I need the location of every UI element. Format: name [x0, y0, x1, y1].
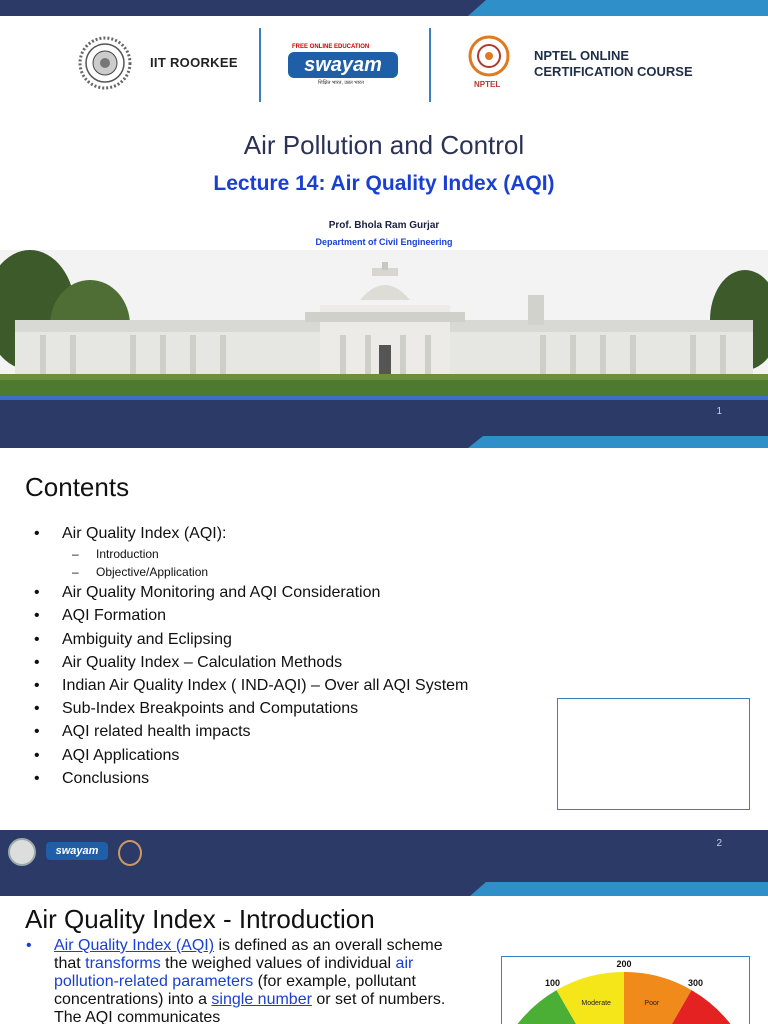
swayam-wordmark: swayam — [288, 52, 398, 78]
contents-item-label: Introduction — [96, 547, 159, 562]
nptel-course-label — [534, 48, 693, 80]
nptel-mini-icon — [118, 840, 142, 866]
gauge-tick-label: 200 — [616, 959, 632, 969]
swayam-logo — [288, 40, 400, 86]
contents-item — [34, 628, 468, 651]
bullet: • — [34, 525, 40, 542]
text-run: (for example, pollutant concentrations) into a — [54, 973, 416, 1008]
gauge-band-label: Poor — [644, 1000, 660, 1008]
contents-subitem — [34, 545, 468, 563]
iit-roorkee-seal-icon — [78, 36, 132, 90]
contents-subitem — [34, 563, 468, 581]
contents-item-label: Sub-Index Breakpoints and Computations — [62, 700, 359, 718]
term-aqi: Air Quality Index (AQI) — [54, 937, 215, 954]
bullet: • — [34, 769, 40, 787]
contents-list — [34, 522, 468, 790]
term-parameters: air pollution-related parameters — [54, 955, 414, 990]
bullet: • — [34, 746, 40, 764]
contents-item — [34, 674, 468, 697]
logo-row — [0, 22, 768, 108]
swayam-motto: शिक्षित भारत, उन्नत भारत — [318, 80, 364, 86]
iit-main-building-image — [0, 250, 768, 396]
contents-item-label: Air Quality Index (AQI): — [62, 525, 227, 542]
bullet: • — [34, 723, 40, 741]
department-name: Department of Civil Engineering — [315, 237, 453, 247]
logo-divider — [429, 28, 431, 102]
contents-item-label: Conclusions — [62, 769, 150, 787]
bullet: • — [34, 607, 40, 625]
text-run: the weighed values of individual — [160, 955, 396, 972]
contents-item-label: Indian Air Quality Index ( IND-AQI) – Over all AQI System — [62, 677, 469, 695]
contents-item-label: AQI related health impacts — [62, 723, 251, 741]
bullet: • — [34, 677, 40, 695]
contents-item — [34, 651, 468, 674]
bullet: • — [34, 700, 40, 718]
nptel-logo — [464, 34, 514, 92]
slide-title: Contents — [25, 472, 130, 502]
gauge-tick-label: 100 — [544, 978, 561, 989]
introduction-slide — [0, 882, 768, 1024]
title-slide-footer — [0, 396, 768, 448]
dash: – — [72, 547, 79, 562]
nptel-line1: NPTEL ONLINE — [534, 48, 630, 63]
aqi-gauge-graphic — [502, 957, 749, 1024]
bullet: • — [26, 937, 32, 954]
empty-frame — [557, 698, 750, 810]
text-run: or set of numbers. The AQI communicates — [54, 991, 446, 1024]
top-stripe — [0, 0, 768, 16]
term-single-number: single number — [211, 991, 312, 1008]
bullet: • — [34, 584, 40, 602]
contents-item — [34, 744, 468, 767]
term-transforms: transforms — [85, 955, 161, 972]
introduction-paragraph — [26, 937, 456, 1024]
bullet: • — [34, 653, 40, 671]
bullet: • — [34, 630, 40, 648]
contents-item-label: AQI Formation — [62, 607, 167, 625]
iit-roorkee-label: IIT ROORKEE — [150, 55, 238, 70]
slide-title: Air Quality Index - Introduction — [25, 904, 375, 934]
text-run: is defined as an overall scheme that — [54, 937, 443, 972]
contents-item — [34, 604, 468, 627]
contents-item-label: Objective/Application — [96, 565, 209, 580]
nptel-line2: CERTIFICATION COURSE — [534, 64, 693, 79]
swayam-tagline: FREE ONLINE EDUCATION — [292, 44, 370, 50]
dash: – — [72, 565, 79, 580]
contents-item — [34, 767, 468, 790]
contents-item-label: AQI Applications — [62, 746, 180, 764]
gauge-band-label: Moderate — [581, 1000, 611, 1008]
contents-item — [34, 720, 468, 743]
lecture-title: Lecture 14: Air Quality Index (AQI) — [213, 172, 555, 195]
top-stripe — [0, 882, 768, 896]
nptel-small-label: NPTEL — [474, 80, 501, 89]
contents-slide-footer — [0, 830, 768, 882]
swayam-mini-logo: swayam — [46, 842, 108, 860]
logo-divider — [259, 28, 261, 102]
professor-name: Prof. Bhola Ram Gurjar — [328, 220, 440, 231]
aqi-gauge — [501, 956, 750, 1024]
nptel-flower-icon — [464, 34, 514, 80]
contents-item-label: Ambiguity and Eclipsing — [62, 630, 232, 648]
title-slide — [0, 0, 768, 448]
contents-item — [34, 697, 468, 720]
contents-item — [34, 522, 468, 545]
iit-roorkee-seal-icon — [8, 838, 36, 866]
gauge-tick-label: 300 — [687, 978, 704, 989]
contents-item-label: Air Quality Index – Calculation Methods — [62, 653, 343, 671]
page-number: 2 — [716, 838, 722, 849]
contents-slide — [0, 448, 768, 882]
footer-logos — [6, 836, 146, 866]
contents-item — [34, 581, 468, 604]
page-number: 1 — [716, 406, 722, 417]
course-title: Air Pollution and Control — [243, 130, 525, 160]
contents-item-label: Air Quality Monitoring and AQI Consideration — [62, 584, 381, 602]
